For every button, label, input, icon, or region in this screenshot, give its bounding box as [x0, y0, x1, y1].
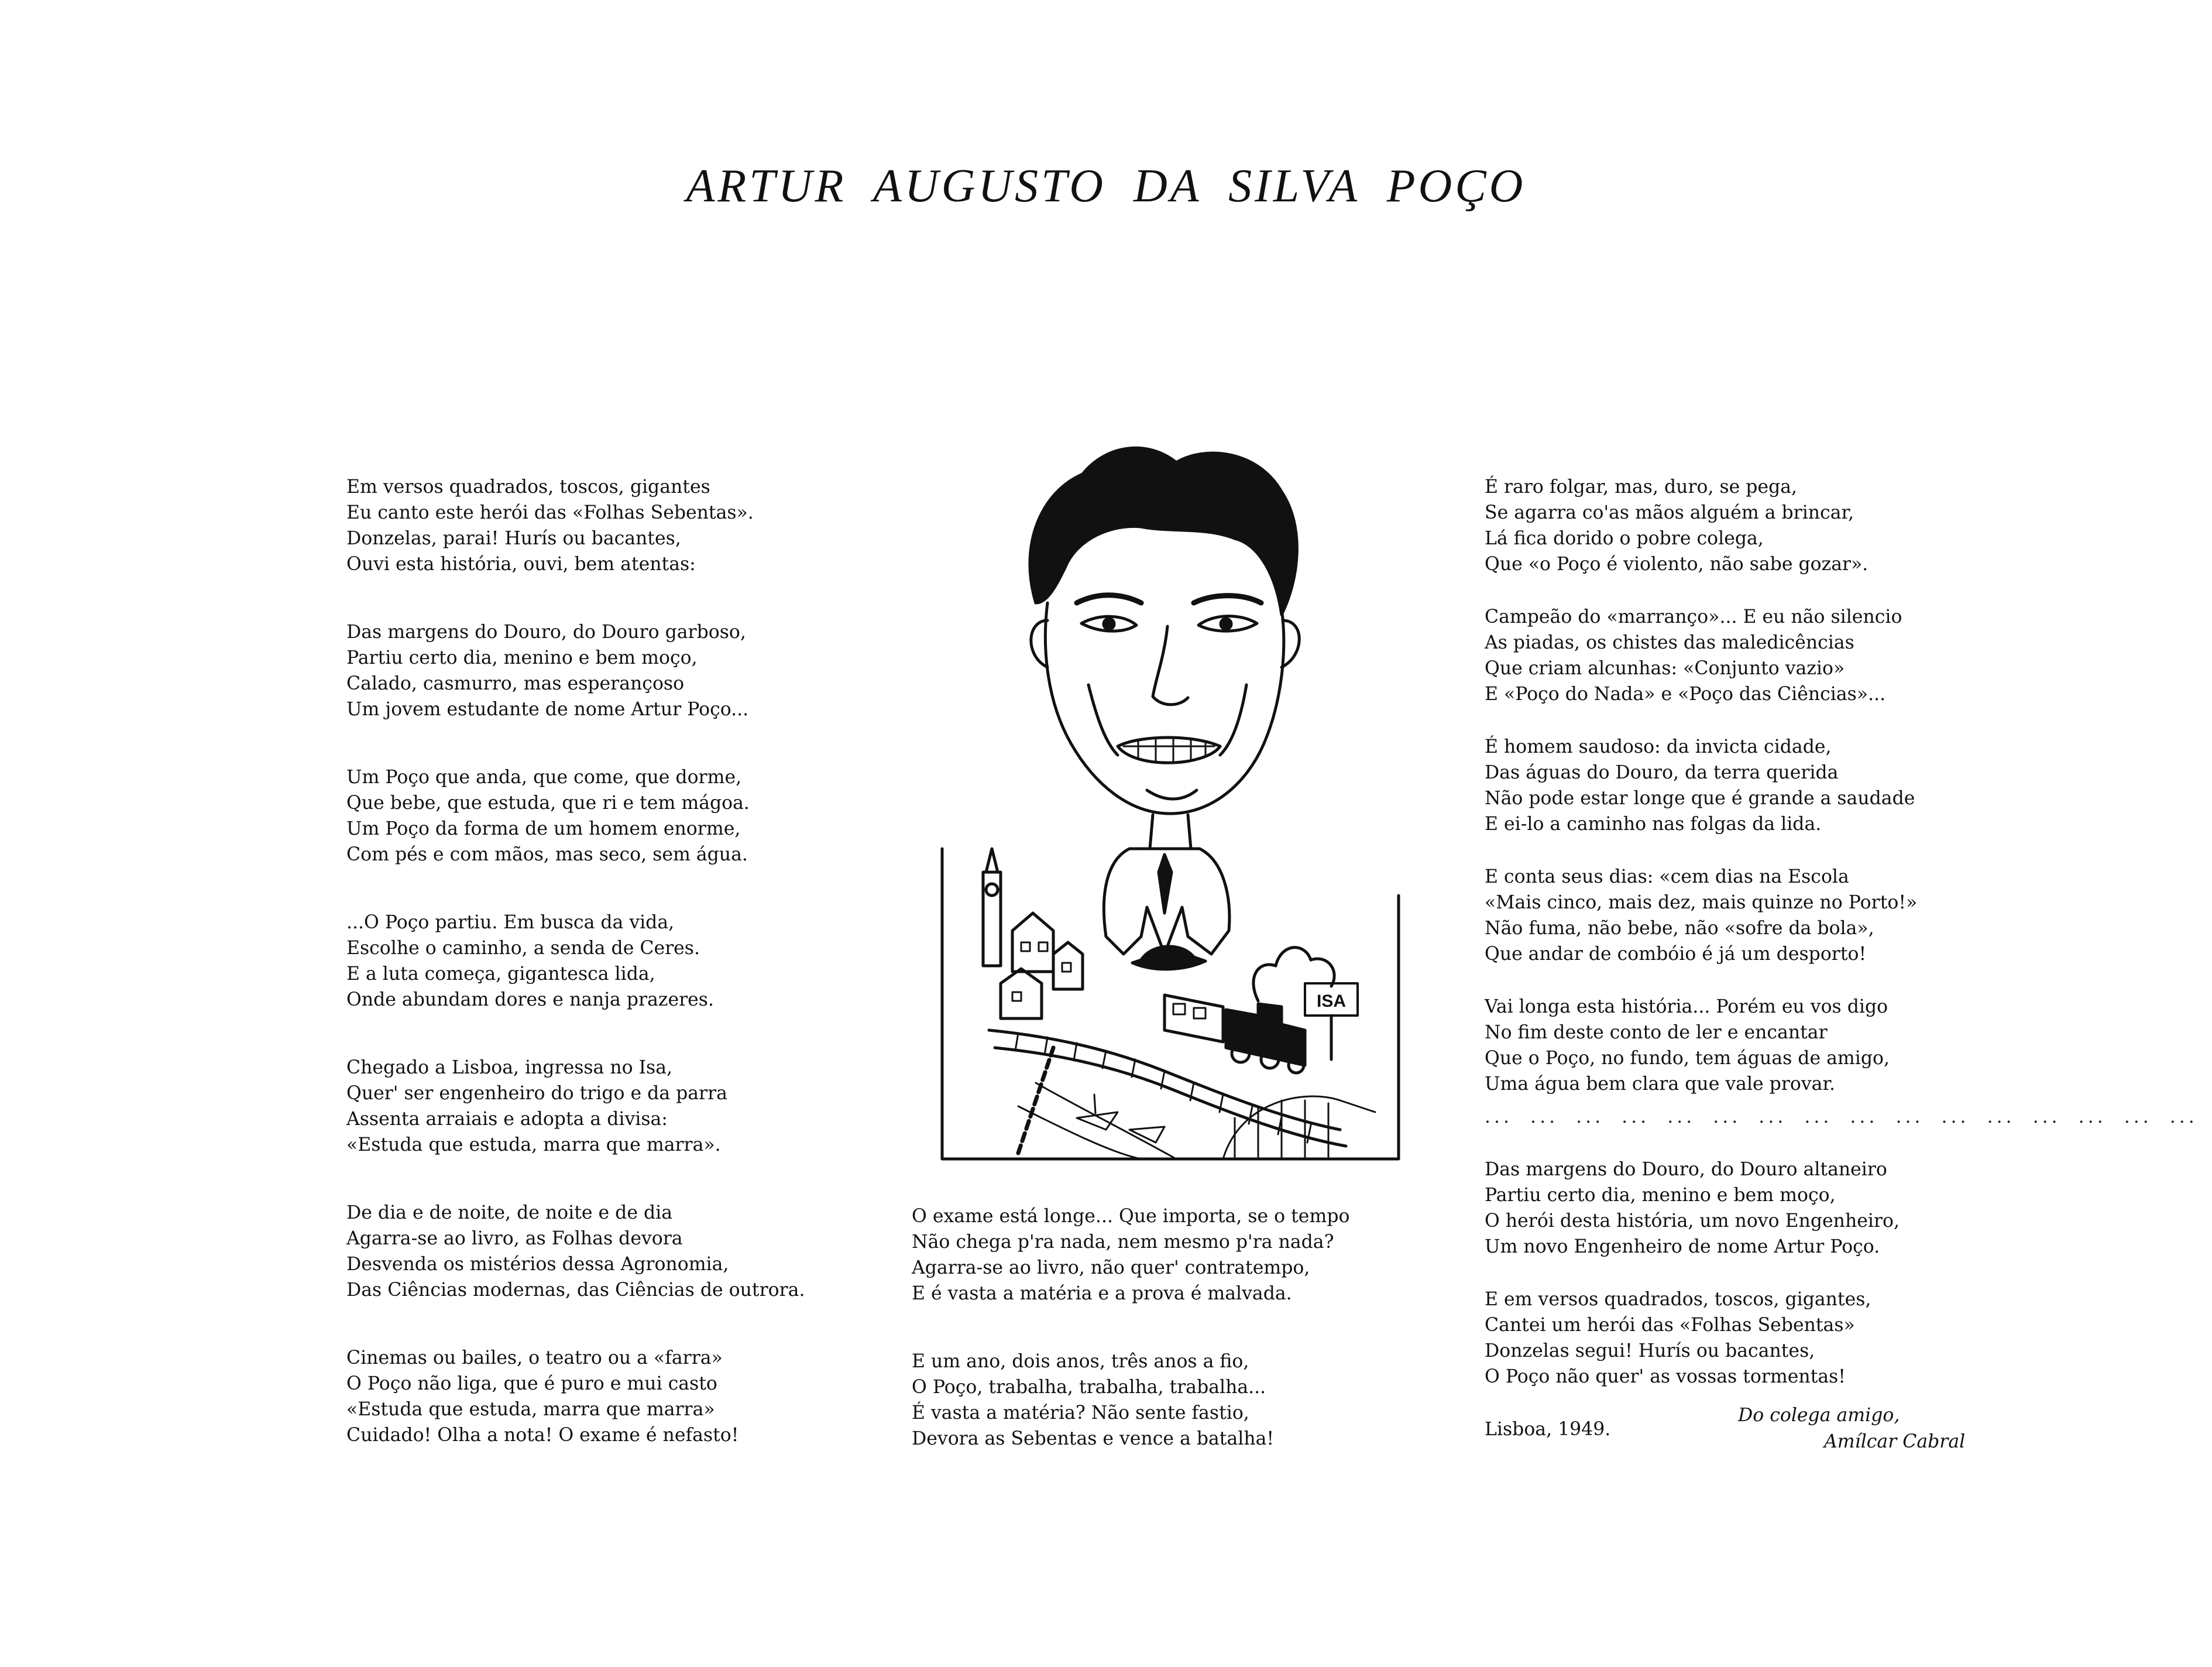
- river: [1018, 1083, 1176, 1159]
- verse-line: Agarra-se ao livro, as Folhas devora: [346, 1228, 683, 1249]
- verse-line: O exame está longe... Que importa, se o tempo: [912, 1206, 1350, 1227]
- verse-line: Eu canto este herói das «Folhas Sebentas».: [346, 502, 754, 523]
- verse-line: Donzelas, parai! Hurís ou bacantes,: [346, 528, 681, 549]
- locomotive: [1226, 1004, 1305, 1065]
- verse-line: «Estuda que estuda, marra que marra».: [346, 1134, 721, 1155]
- verse-line: Das Ciências modernas, das Ciências de outrora.: [346, 1280, 805, 1301]
- verse-line: Chegado a Lisboa, ingressa no Isa,: [346, 1057, 673, 1078]
- poem-column-right: [1485, 474, 2198, 1442]
- stanza: [346, 764, 805, 867]
- verse-line: Que o Poço, no fundo, tem águas de amigo,: [1485, 1048, 1890, 1069]
- verse-line: Não chega p'ra nada, nem mesmo p'ra nada?: [912, 1232, 1334, 1253]
- tower: [983, 849, 1001, 966]
- stanza: [346, 1345, 805, 1448]
- page-title: ARTUR AUGUSTO DA SILVA POÇO: [686, 160, 1526, 212]
- verse-line: Não fuma, não bebe, não «sofre da bola»,: [1485, 918, 1874, 939]
- stanza: [1485, 864, 2198, 967]
- stanza: [1485, 994, 2198, 1097]
- verse-line: Ouvi esta história, ouvi, bem atentas:: [346, 554, 696, 575]
- stanza: [346, 1200, 805, 1303]
- verse-line: Cantei um herói das «Folhas Sebentas»: [1485, 1315, 1855, 1336]
- verse-line: Das margens do Douro, do Douro altaneiro: [1485, 1159, 1887, 1180]
- stanza: [1485, 604, 2198, 707]
- verse-line: Se agarra co'as mãos alguém a brincar,: [1485, 502, 1854, 523]
- stanza: [346, 1055, 805, 1158]
- verse-line: Que andar de combóio é já um desporto!: [1485, 944, 1867, 965]
- chain: [1018, 1048, 1053, 1153]
- chin: [1147, 790, 1197, 799]
- verse-line: Donzelas segui! Hurís ou bacantes,: [1485, 1340, 1815, 1361]
- hair: [1030, 448, 1297, 615]
- nose: [1153, 626, 1188, 705]
- verse-line: E conta seus dias: «cem dias na Escola: [1485, 866, 1849, 887]
- verse-line: Das águas do Douro, da terra querida: [1485, 762, 1839, 783]
- verse-line: «Estuda que estuda, marra que marra»: [346, 1399, 715, 1420]
- place-date: Lisboa, 1949.: [1485, 1419, 1611, 1440]
- verse-line: ...O Poço partiu. Em busca da vida,: [346, 912, 675, 933]
- signature-greeting: Do colega amigo,: [1738, 1405, 1900, 1426]
- isa-sign-label: ISA: [1316, 992, 1347, 1011]
- right-eyebrow: [1194, 596, 1261, 603]
- verse-line: Em versos quadrados, toscos, gigantes: [346, 476, 710, 498]
- neck: [1150, 815, 1191, 849]
- stanza: [346, 619, 805, 722]
- house: [1053, 942, 1083, 989]
- verse-line: Devora as Sebentas e vence a batalha!: [912, 1428, 1275, 1449]
- stanza: [912, 1203, 1349, 1306]
- verse-line: É homem saudoso: da invicta cidade,: [1485, 736, 1832, 757]
- right-cheek-line: [1220, 685, 1246, 755]
- verse-line: E é vasta a matéria e a prova é malvada.: [912, 1283, 1292, 1304]
- verse-line: Que criam alcunhas: «Conjunto vazio»: [1485, 658, 1845, 679]
- poem-column-middle: [912, 1203, 1349, 1494]
- verse-line: Não pode estar longe que é grande a saudade: [1485, 788, 1915, 809]
- verse-line: E «Poço do Nada» e «Poço das Ciências»...: [1485, 684, 1886, 705]
- verse-line: Assenta arraiais e adopta a divisa:: [346, 1109, 668, 1130]
- verse-line: Campeão do «marranço»... E eu não silencio: [1485, 606, 1902, 627]
- verse-line: Um novo Engenheiro de nome Artur Poço.: [1485, 1236, 1880, 1257]
- verse-line: Onde abundam dores e nanja prazeres.: [346, 989, 714, 1010]
- verse-line: Calado, casmurro, mas esperançoso: [346, 673, 685, 694]
- verse-line: Com pés e com mãos, mas seco, sem água.: [346, 844, 748, 865]
- verse-line: Desvenda os mistérios dessa Agronomia,: [346, 1254, 729, 1275]
- right-pupil: [1221, 619, 1231, 629]
- left-eyebrow: [1077, 595, 1141, 603]
- verse-line: No fim deste conto de ler e encantar: [1485, 1022, 1828, 1043]
- train-carriage-windows: [1173, 1004, 1205, 1018]
- verse-line: Lá fica dorido o pobre colega,: [1485, 528, 1764, 549]
- poem-column-left: [346, 474, 805, 1490]
- verse-line: Um Poço que anda, que come, que dorme,: [346, 767, 742, 788]
- verse-line: Cinemas ou bailes, o teatro ou a «farra»: [346, 1347, 723, 1368]
- stanza: [346, 910, 805, 1013]
- verse-line: Cuidado! Olha a nota! O exame é nefasto!: [346, 1425, 739, 1446]
- verse-line: E em versos quadrados, toscos, gigantes,: [1485, 1289, 1871, 1310]
- verse-line: E ei-lo a caminho nas folgas da lida.: [1485, 814, 1822, 835]
- verse-line: O Poço não quer' as vossas tormentas!: [1485, 1366, 1846, 1387]
- left-cheek-line: [1088, 685, 1118, 755]
- verse-line: O Poço, trabalha, trabalha, trabalha...: [912, 1377, 1266, 1398]
- tie: [1159, 855, 1172, 913]
- stanza: [346, 474, 805, 577]
- bridge: [1223, 1096, 1375, 1159]
- verse-line: As piadas, os chistes das maledicências: [1485, 632, 1854, 653]
- verse-line: Quer' ser engenheiro do trigo e da parra: [346, 1083, 727, 1104]
- left-pupil: [1104, 619, 1114, 629]
- stanza: [1485, 474, 2198, 577]
- verse-line: «Mais cinco, mais dez, mais quinze no Porto!»: [1485, 892, 1918, 913]
- verse-line: Um jovem estudante de nome Artur Poço...: [346, 699, 749, 720]
- verse-line: É vasta a matéria? Não sente fastio,: [912, 1402, 1249, 1424]
- signature-name: Amílcar Cabral: [1824, 1431, 1966, 1452]
- verse-line: De dia e de noite, de noite e de dia: [346, 1202, 673, 1223]
- tower-clock: [986, 884, 998, 896]
- verse-line: Uma água bem clara que vale provar.: [1485, 1073, 1836, 1095]
- verse-line: Das margens do Douro, do Douro garboso,: [346, 622, 746, 643]
- caricature-illustration: [930, 427, 1410, 1171]
- verse-line: Que bebe, que estuda, que ri e tem mágoa.: [346, 793, 750, 814]
- verse-line: O Poço não liga, que é puro e mui casto: [346, 1373, 717, 1394]
- stanza: [912, 1349, 1349, 1452]
- verse-line: Partiu certo dia, menino e bem moço,: [1485, 1185, 1836, 1206]
- verse-line: Um Poço da forma de um homem enorme,: [346, 818, 741, 839]
- verse-line: É raro folgar, mas, duro, se pega,: [1485, 476, 1798, 498]
- verse-line: Escolhe o caminho, a senda de Ceres.: [346, 938, 700, 959]
- face: [1045, 603, 1283, 814]
- stanza: [1485, 734, 2198, 837]
- stanza: [1485, 1287, 2198, 1390]
- verse-line: Vai longa esta história... Porém eu vos digo: [1485, 996, 1888, 1017]
- dotted-separator: ... ... ... ... ... ... ... ... ... ... ... ... ... ... ... ...: [1485, 1106, 2198, 1127]
- verse-line: E a luta começa, gigantesca lida,: [346, 963, 655, 985]
- verse-line: Partiu certo dia, menino e bem moço,: [346, 647, 698, 668]
- verse-line: E um ano, dois anos, três anos a fio,: [912, 1351, 1249, 1372]
- stanza: [1485, 1157, 2198, 1260]
- verse-line: Que «o Poço é violento, não sabe gozar».: [1485, 554, 1868, 575]
- verse-line: Agarra-se ao livro, não quer' contratempo,: [912, 1257, 1310, 1278]
- verse-line: O herói desta história, um novo Engenheiro,: [1485, 1210, 1900, 1232]
- boat: [1129, 1127, 1165, 1143]
- hat: [1132, 946, 1205, 969]
